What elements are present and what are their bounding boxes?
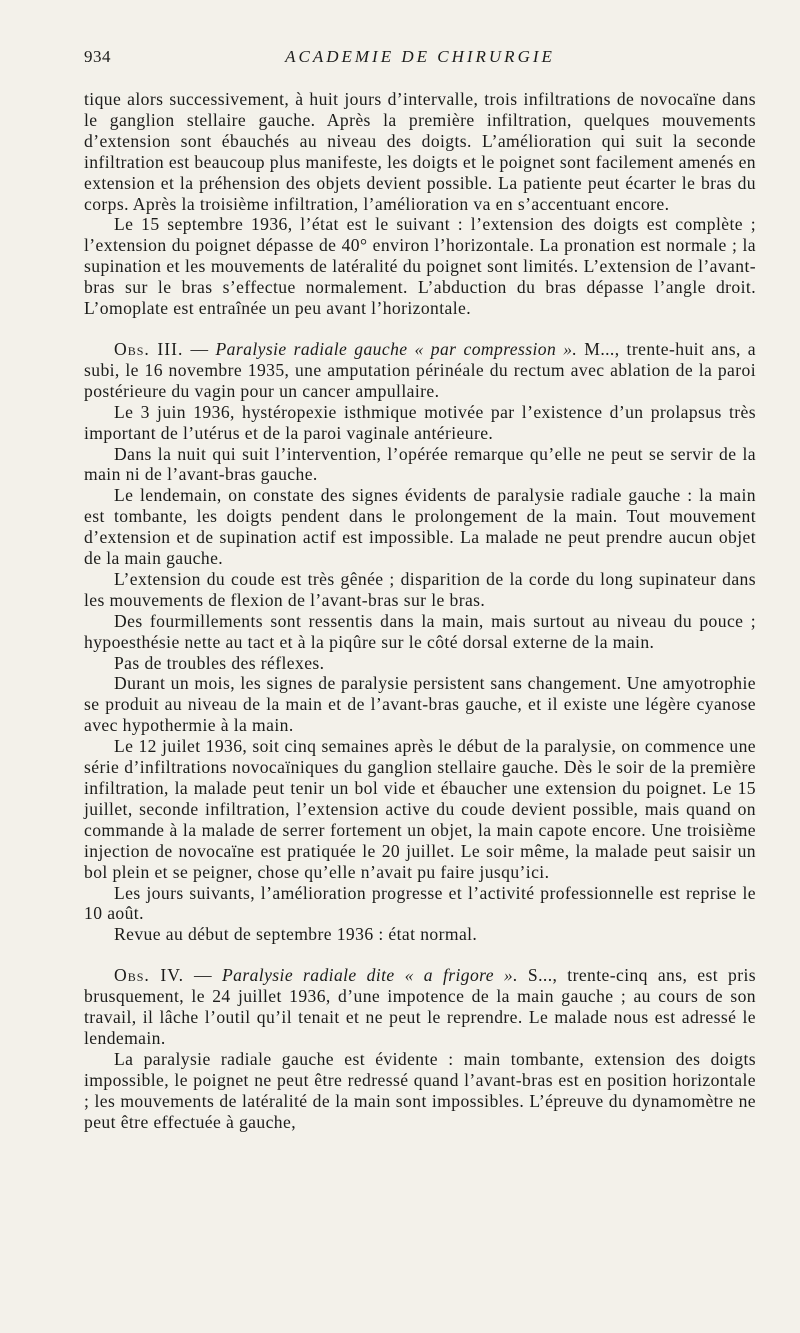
observation-4-label: Obs. IV. — [114, 965, 185, 986]
paragraph: La paralysie radiale gauche est évidente : main tombante, extension des doigts impossible, le poignet ne peut être redressé quand l’avant-bras est en position horizontale ; les mouvements de latéralité de la main sont impossibles. L’épreuve du dynamomètre ne peut être effectuée à gauche, — [84, 1048, 756, 1132]
observation-3-label: Obs. III. — [114, 338, 184, 359]
observation-4-intro — [84, 965, 756, 1049]
observation-4-dash: — — [184, 965, 223, 986]
paragraph: Le 12 juilet 1936, soit cinq semaines après le début de la paralysie, on commence une série d’infiltrations novocaïniques du ganglion stellaire gauche. Dès le soir de la première infiltration, la malade peut tenir un bol vide et ébaucher une extension du poignet. Le 15 juillet, seconde infiltration, l’extension active du coude devient possible, mais quand on commande à la malade de serrer fortement un objet, la main capote encore. Une troisième injection de novocaïne est pratiquée le 20 juillet. Le soir même, la malade peut saisir un bol plein et se peigner, chose qu’elle n’avait pu faire jusqu’ici. — [84, 736, 756, 882]
observation-3-dash: — — [183, 338, 216, 359]
paragraph: Le 3 juin 1936, hystéropexie isthmique motivée par l’existence d’un prolapsus très important de l’utérus et de la paroi vaginale antérieure. — [84, 401, 756, 443]
page-number: 934 — [84, 47, 111, 66]
page-header — [84, 47, 756, 71]
paragraph: L’extension du coude est très gênée ; disparition de la corde du long supinateur dans les mouvements de flexion de l’avant-bras sur le bras. — [84, 568, 756, 610]
paragraph: Des fourmillements sont ressentis dans la main, mais surtout au niveau du pouce ; hypoesthésie nette au tact et à la piqûre sur le côté dorsal externe de la main. — [84, 610, 756, 652]
body-text — [84, 89, 756, 1133]
paragraph: Durant un mois, les signes de paralysie persistent sans changement. Une amyotrophie se produit au niveau de la main et de l’avant-bras gauche, et il existe une légère cyanose avec hypothermie à la main. — [84, 673, 756, 736]
paragraph: Pas de troubles des réflexes. — [114, 652, 325, 673]
paragraph: Dans la nuit qui suit l’intervention, l’opérée remarque qu’elle ne peut se servir de la main ni de l’avant-bras gauche. — [84, 443, 756, 485]
paragraph: Le 15 septembre 1936, l’état est le suivant : l’extension des doigts est complète ; l’extension du poignet dépasse de 40° environ l’horizontale. La pronation est normale ; la supination et les mouvements de latéralité du poignet sont limités. L’extension de l’avant-bras sur le bras s’effectue normalement. L’abduction du bras dépasse l’angle droit. L’omoplate est entraînée un peu avant l’horizontale. — [84, 214, 756, 319]
paragraph: Les jours suivants, l’amélioration progresse et l’activité professionnelle est reprise le 10 août. — [84, 882, 756, 924]
observation-3-intro — [84, 339, 756, 402]
observation-3-title: Paralysie radiale gauche « par compression ». — [215, 338, 578, 359]
observation-4-title: Paralysie radiale dite « a frigore ». — [222, 965, 518, 986]
paragraph: Le lendemain, on constate des signes évidents de paralysie radiale gauche : la main est tombante, les doigts pendent dans le prolongement de la main. Tout mouvement d’extension et de supination actif est impossible. La malade ne peut prendre aucun objet de la main gauche. — [84, 485, 756, 569]
observation-3-text: M..., trente-huit ans, a subi, le 16 novembre 1935, une amputation périnéale du rectum avec ablation de la paroi postérieure du vagin pour un cancer ampullaire. — [84, 338, 757, 401]
paragraph: tique alors successivement, à huit jours d’intervalle, trois infiltrations de novocaïne dans le ganglion stellaire gauche. Après la première infiltration, quelques mouvements d’extension sont ébauchés au niveau des doigts. L’amélioration qui suit la seconde infiltration est beaucoup plus manifeste, les doigts et le poignet sont facilement amenés en extension et la préhension des objets devient possible. La patiente peut écarter le bras du corps. Après la troisième infiltration, l’amélioration va en s’accentuant encore. — [84, 89, 756, 214]
observation-4-text: S..., trente-cinq ans, est pris brusquement, le 24 juillet 1936, d’une impotence de la main gauche ; au cours de son travail, il lâche l’outil qu’il tenait et ne peut le reprendre. Le malade nous est adressé le lendemain. — [84, 965, 756, 1048]
paragraph: Revue au début de septembre 1936 : état normal. — [114, 924, 478, 945]
running-title: ACADEMIE DE CHIRURGIE — [285, 47, 555, 66]
